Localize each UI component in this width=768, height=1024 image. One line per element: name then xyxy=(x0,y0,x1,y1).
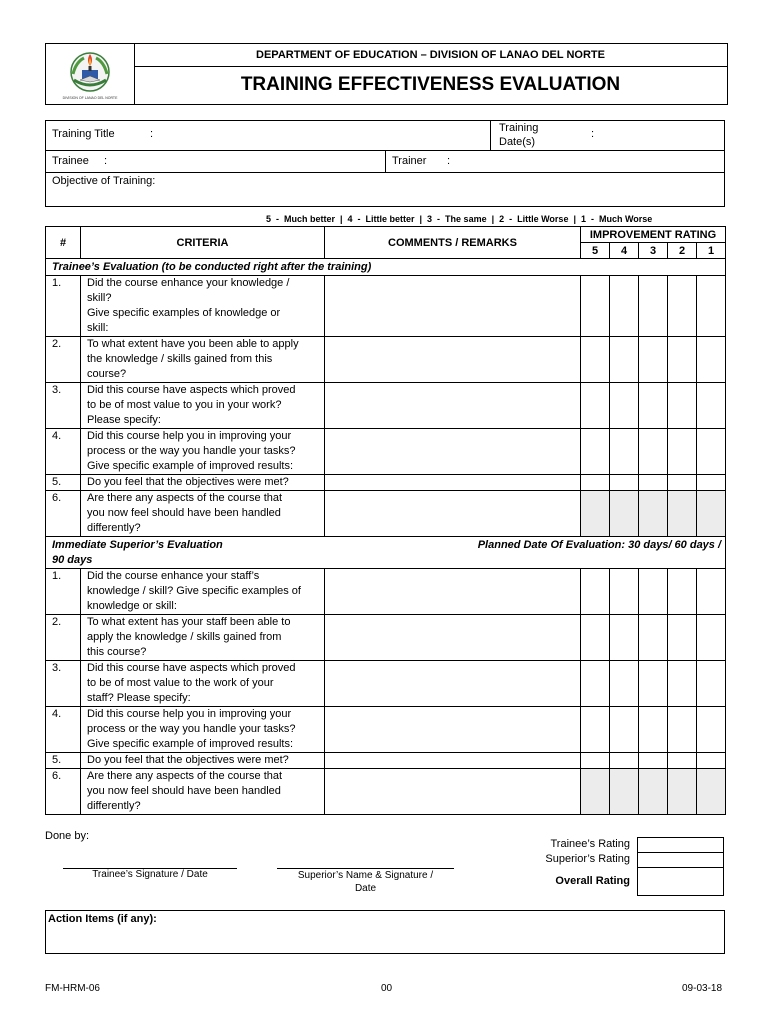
comments-cell[interactable] xyxy=(325,661,581,707)
rating-cell-3[interactable] xyxy=(639,429,668,475)
rating-cell-2[interactable] xyxy=(668,383,697,429)
training-dates-field[interactable]: Training Date(s) : xyxy=(491,121,724,151)
question-text xyxy=(81,383,325,429)
rating-cell-2[interactable] xyxy=(668,769,697,815)
rating-cell-2[interactable] xyxy=(668,491,697,537)
question-line: Give specific example of improved results: xyxy=(87,738,294,750)
question-text xyxy=(81,615,325,661)
rating-cell-5[interactable] xyxy=(581,383,610,429)
question-line: Did this course have aspects which proved xyxy=(87,384,296,396)
column-header-number: # xyxy=(46,227,81,259)
section-trainee-evaluation xyxy=(46,259,726,276)
section-superior-evaluation-cell xyxy=(46,537,726,569)
question-text xyxy=(81,491,325,537)
question-text xyxy=(81,276,325,337)
form-title: TRAINING EFFECTIVENESS EVALUATION xyxy=(240,74,621,95)
rating-cell-1[interactable] xyxy=(697,429,726,475)
rating-cell-1[interactable] xyxy=(697,615,726,661)
question-number: 1. xyxy=(46,276,81,337)
question-line: you now feel should have been handled xyxy=(87,785,281,797)
section-superior-evaluation xyxy=(46,537,726,569)
rating-cell-1[interactable] xyxy=(697,337,726,383)
question-number: 2. xyxy=(46,337,81,383)
question-number: 1. xyxy=(46,569,81,615)
action-items-box[interactable] xyxy=(45,910,725,954)
rating-cell-4[interactable] xyxy=(610,661,639,707)
question-line: course? xyxy=(87,368,127,380)
question-line: staff? Please specify: xyxy=(87,692,191,704)
comments-cell[interactable] xyxy=(325,769,581,815)
comments-cell[interactable] xyxy=(325,615,581,661)
training-info-box xyxy=(45,120,725,207)
rating-cell-2[interactable] xyxy=(668,276,697,337)
department-name: DEPARTMENT OF EDUCATION – DIVISION OF LANAO DEL NORTE xyxy=(134,44,727,67)
rating-cell-1[interactable] xyxy=(697,661,726,707)
comments-cell[interactable] xyxy=(325,491,581,537)
form-code: FM-HRM-06 xyxy=(45,983,100,994)
table-row xyxy=(46,769,726,815)
question-text xyxy=(81,337,325,383)
question-line: process or the way you handle your tasks? xyxy=(87,723,296,735)
table-row xyxy=(46,337,726,383)
rating-cell-4[interactable] xyxy=(610,753,639,769)
question-text xyxy=(81,661,325,707)
question-line: you now feel should have been handled xyxy=(87,507,281,519)
section-title-continued: 90 days xyxy=(52,554,93,566)
evaluation-table xyxy=(45,226,726,815)
comments-cell[interactable] xyxy=(325,276,581,337)
rating-cell-5[interactable] xyxy=(581,569,610,615)
column-header-criteria: CRITERIA xyxy=(81,227,325,259)
rating-cell-5[interactable] xyxy=(581,615,610,661)
section-trainee-evaluation-cell xyxy=(46,259,726,276)
section-title: Trainee’s Evaluation (to be conducted right after the training) xyxy=(52,261,372,273)
question-line: differently? xyxy=(87,522,141,534)
comments-cell[interactable] xyxy=(325,569,581,615)
done-by-label: Done by: xyxy=(45,830,90,842)
question-line: Did this course help you in improving your xyxy=(87,708,292,720)
rating-cell-5[interactable] xyxy=(581,276,610,337)
trainer-field[interactable]: Trainer : xyxy=(386,151,724,173)
question-number: 4. xyxy=(46,707,81,753)
question-text xyxy=(81,769,325,815)
rating-cell-5[interactable] xyxy=(581,491,610,537)
superior-signature-label: Superior’s Name & Signature / Date xyxy=(297,870,434,894)
rating-cell-3[interactable] xyxy=(639,753,668,769)
comments-cell[interactable] xyxy=(325,383,581,429)
question-number: 4. xyxy=(46,429,81,475)
trainee-rating-box[interactable] xyxy=(637,837,724,853)
rating-scale-legend: 5 - Much better | 4 - Little better | 3 - The same | 2 - Little Worse | 1 - Much Worse xyxy=(266,214,653,224)
question-number: 5. xyxy=(46,753,81,769)
question-line: skill? xyxy=(87,292,112,304)
rating-cell-1[interactable] xyxy=(697,276,726,337)
objective-field[interactable] xyxy=(46,173,724,206)
table-row xyxy=(46,569,726,615)
question-line: Did the course enhance your knowledge / xyxy=(87,277,290,289)
question-line: skill: xyxy=(87,322,109,334)
question-text xyxy=(81,753,325,769)
trainer-label: Trainer xyxy=(392,155,427,167)
question-text xyxy=(81,475,325,491)
table-row xyxy=(46,661,726,707)
superior-rating-label: Superior’s Rating xyxy=(545,853,630,865)
question-line: this course? xyxy=(87,646,147,658)
question-number: 6. xyxy=(46,769,81,815)
rating-cell-3[interactable] xyxy=(639,661,668,707)
table-row xyxy=(46,753,726,769)
question-line: the knowledge / skills gained from this xyxy=(87,353,273,365)
rating-cell-1[interactable] xyxy=(697,475,726,491)
table-row xyxy=(46,475,726,491)
question-line: Give specific example of improved results: xyxy=(87,460,294,472)
table-row xyxy=(46,491,726,537)
question-text xyxy=(81,569,325,615)
comments-cell[interactable] xyxy=(325,753,581,769)
rating-cell-1[interactable] xyxy=(697,707,726,753)
table-header-row xyxy=(46,227,726,243)
rating-header-5: 5 xyxy=(581,243,610,259)
deped-seal-icon xyxy=(46,44,134,104)
rating-cell-4[interactable] xyxy=(610,383,639,429)
rating-cell-4[interactable] xyxy=(610,769,639,815)
rating-cell-1[interactable] xyxy=(697,753,726,769)
question-text xyxy=(81,429,325,475)
training-title-label: Training Title xyxy=(52,128,115,140)
question-number: 6. xyxy=(46,491,81,537)
rating-cell-5[interactable] xyxy=(581,661,610,707)
rating-cell-3[interactable] xyxy=(639,769,668,815)
rating-cell-3[interactable] xyxy=(639,383,668,429)
rating-cell-3[interactable] xyxy=(639,569,668,615)
rating-cell-4[interactable] xyxy=(610,491,639,537)
rating-cell-4[interactable] xyxy=(610,276,639,337)
question-number: 2. xyxy=(46,615,81,661)
question-line: to be of most value to the work of your xyxy=(87,677,274,689)
question-line: Are there any aspects of the course that xyxy=(87,770,283,782)
svg-text:DIVISION OF LANAO DEL NORTE: DIVISION OF LANAO DEL NORTE xyxy=(62,96,118,100)
table-row xyxy=(46,707,726,753)
training-title-field[interactable]: Training Title : xyxy=(46,121,491,151)
rating-cell-2[interactable] xyxy=(668,475,697,491)
rating-cell-4[interactable] xyxy=(610,337,639,383)
rating-cell-4[interactable] xyxy=(610,615,639,661)
superior-rating-box[interactable] xyxy=(637,852,724,868)
section-title: Immediate Superior’s Evaluation xyxy=(52,539,223,551)
question-line: knowledge or skill: xyxy=(87,600,177,612)
form-date: 09-03-18 xyxy=(682,983,723,994)
rating-cell-2[interactable] xyxy=(668,429,697,475)
planned-evaluation-date: Planned Date Of Evaluation: 30 days/ 60 days / xyxy=(477,539,722,551)
rating-cell-5[interactable] xyxy=(581,769,610,815)
comments-cell[interactable] xyxy=(325,475,581,491)
rating-cell-3[interactable] xyxy=(639,491,668,537)
rating-cell-3[interactable] xyxy=(639,276,668,337)
rating-cell-2[interactable] xyxy=(668,707,697,753)
rating-cell-2[interactable] xyxy=(668,615,697,661)
rating-cell-5[interactable] xyxy=(581,753,610,769)
comments-cell[interactable] xyxy=(325,707,581,753)
rating-header-3: 3 xyxy=(639,243,668,259)
rating-cell-1[interactable] xyxy=(697,769,726,815)
rating-cell-4[interactable] xyxy=(610,707,639,753)
question-line: apply the knowledge / skills gained from xyxy=(87,631,282,643)
table-row xyxy=(46,276,726,337)
question-line: process or the way you handle your tasks? xyxy=(87,445,296,457)
table-row xyxy=(46,383,726,429)
comments-cell[interactable] xyxy=(325,337,581,383)
question-line: Are there any aspects of the course that xyxy=(87,492,283,504)
rating-cell-3[interactable] xyxy=(639,475,668,491)
rating-cell-1[interactable] xyxy=(697,569,726,615)
question-line: To what extent has your staff been able to xyxy=(87,616,291,628)
rating-cell-2[interactable] xyxy=(668,569,697,615)
question-line: Do you feel that the objectives were met? xyxy=(87,476,289,488)
rating-cell-2[interactable] xyxy=(668,753,697,769)
trainee-rating-label: Trainee’s Rating xyxy=(550,838,630,850)
question-number: 3. xyxy=(46,661,81,707)
overall-rating-label: Overall Rating xyxy=(555,875,630,887)
form-header xyxy=(45,43,728,105)
rating-cell-4[interactable] xyxy=(610,429,639,475)
column-header-improvement-rating: IMPROVEMENT RATING xyxy=(581,227,726,243)
table-row xyxy=(46,615,726,661)
rating-cell-3[interactable] xyxy=(639,337,668,383)
objective-label: Objective of Training: xyxy=(52,175,156,187)
rating-cell-3[interactable] xyxy=(639,615,668,661)
rating-cell-4[interactable] xyxy=(610,475,639,491)
question-line: differently? xyxy=(87,800,141,812)
question-number: 5. xyxy=(46,475,81,491)
question-number: 3. xyxy=(46,383,81,429)
revision-number: 00 xyxy=(381,983,393,994)
rating-header-2: 2 xyxy=(668,243,697,259)
table-row xyxy=(46,429,726,475)
logo-cell xyxy=(46,44,135,104)
rating-cell-4[interactable] xyxy=(610,569,639,615)
rating-cell-5[interactable] xyxy=(581,475,610,491)
overall-rating-box[interactable] xyxy=(637,867,724,896)
question-line: Give specific examples of knowledge or xyxy=(87,307,281,319)
question-line: To what extent have you been able to apply xyxy=(87,338,299,350)
question-line: Did the course enhance your staff’s xyxy=(87,570,260,582)
trainee-signature-label: Trainee’s Signature / Date xyxy=(92,869,208,880)
rating-cell-2[interactable] xyxy=(668,661,697,707)
question-line: knowledge / skill? Give specific examples of xyxy=(87,585,301,597)
rating-header-1: 1 xyxy=(697,243,726,259)
rating-cell-5[interactable] xyxy=(581,337,610,383)
column-header-comments: COMMENTS / REMARKS xyxy=(325,227,581,259)
rating-cell-5[interactable] xyxy=(581,429,610,475)
comments-cell[interactable] xyxy=(325,429,581,475)
rating-cell-1[interactable] xyxy=(697,491,726,537)
question-line: Please specify: xyxy=(87,414,161,426)
question-text xyxy=(81,707,325,753)
trainee-field[interactable]: Trainee : xyxy=(46,151,386,173)
rating-header-4: 4 xyxy=(610,243,639,259)
rating-cell-2[interactable] xyxy=(668,337,697,383)
question-line: Did this course help you in improving your xyxy=(87,430,292,442)
rating-cell-3[interactable] xyxy=(639,707,668,753)
question-line: to be of most value to you in your work? xyxy=(87,399,282,411)
rating-cell-1[interactable] xyxy=(697,383,726,429)
action-items-label: Action Items (if any): xyxy=(48,913,157,925)
trainee-label: Trainee xyxy=(52,155,89,167)
rating-cell-5[interactable] xyxy=(581,707,610,753)
question-line: Did this course have aspects which proved xyxy=(87,662,296,674)
question-line: Do you feel that the objectives were met? xyxy=(87,754,289,766)
